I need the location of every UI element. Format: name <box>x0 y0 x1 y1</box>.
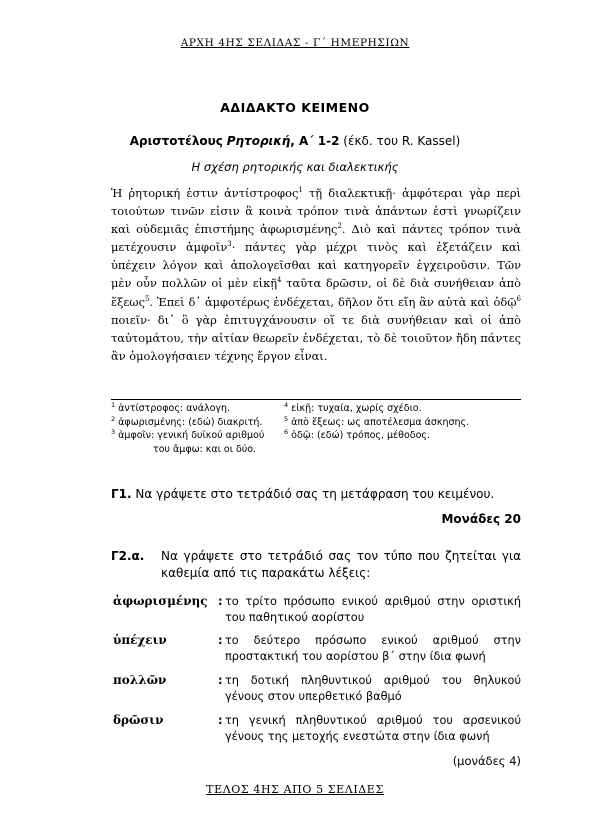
passage-segment: . Διὸ καὶ πάντες τρόπον τινὰ μετέχουσιν ἀμφοῖν <box>111 222 521 255</box>
text-subtitle: Η σχέση ρητορικής και διαλεκτικής <box>191 160 399 174</box>
footnote-ref: 1 <box>298 186 303 195</box>
word-colon: : <box>218 594 223 608</box>
passage-segment: τῇ διαλεκτικῇ· ἀμφότεραι γὰρ περὶ τοιούτων τινῶν εἰσιν ἃ κοινὰ τρόπον τινὰ ἁπάντων ἐστὶ γνωρίζειν καὶ οὐδεμιᾶς ἐπιστήμης ἀφωρισμένης <box>111 186 521 237</box>
footnote-ref: 6 <box>516 294 521 303</box>
word-colon: : <box>218 673 223 687</box>
source-work: Ρητορική <box>226 134 291 148</box>
footnote-ref: 4 <box>277 276 282 285</box>
source-author: Αριστοτέλους <box>129 134 223 148</box>
word-colon: : <box>218 713 223 727</box>
question-label: Γ2.α. <box>111 549 145 563</box>
footnote-divider <box>111 399 521 400</box>
footnote-1: $^1$ ἀντίστροφος: ανάλογη. <box>111 400 231 414</box>
footnotes-right <box>284 402 469 443</box>
passage-segment: ποιεῖν· δι᾽ ὃ γὰρ ἐπιτυγχάνουσιν οἵ τε διὰ συνήθειαν καὶ οἱ ἀπὸ ταὐτομάτου, τὴν αἰτίαν θεωρεῖν ἐνδέχεται, τὸ δὲ τοιοῦτον ἤδη πάντες ἂν ὁμολογήσαιεν τέχνης ἔργον εἶναι. <box>111 312 521 363</box>
footnote-ref: 5 <box>144 294 150 303</box>
footnote-ref: 3 <box>227 240 232 249</box>
footnote-ref: 2 <box>337 222 342 231</box>
word-description: το δεύτερο πρόσωπο ενικού αριθμού στην προστακτική του αορίστου β΄ στην ίδια φωνή <box>225 634 521 663</box>
footnote-3: $^3$ ἀμφοῖν: γενική δυϊκού αριθμού <box>111 428 265 442</box>
word-term: δρῶσιν <box>113 713 164 727</box>
passage-segment: . Ἐπεὶ δ᾽ ἀμφοτέρως ἐνδέχεται, δῆλον ὅτι εἴη ἂν αὐτὰ καὶ ὁδῷ <box>149 294 517 309</box>
passage-segment: ταῦτα δρῶσιν, οἱ δὲ διὰ συνήθειαν ἀπὸ ἕξεως <box>111 276 521 309</box>
word-description: τη γενική πληθυντικού αριθμού του αρσενικού γένους της μετοχής ενεστώτα στην ίδια φωνή <box>225 714 521 743</box>
footnote-2: $^2$ ἀφωρισμένης: (εδώ) διακριτή. <box>111 414 263 428</box>
word-description: τη δοτική πληθυντικού αριθμού του θηλυκού γένους στον υπερθετικό βαθμό <box>225 674 521 703</box>
question-g2a-points: (μονάδες 4) <box>452 754 521 768</box>
source-edition: (έκδ. του R. Kassel) <box>339 134 461 148</box>
question-label: Γ1. <box>111 487 132 501</box>
footnotes-left <box>111 402 264 456</box>
passage-segment: · πάντες γὰρ μέχρι τινὸς καὶ ἐξετάζειν καὶ ὑπέχειν λόγον καὶ ἀπολογεῖσθαι καὶ κατηγορεῖν ἐγχειροῦσιν. Τῶν μὲν οὖν πολλῶν οἱ μὲν εἰκῇ <box>111 240 522 291</box>
source-citation <box>0 134 590 148</box>
page-footer: ΤΕΛΟΣ 4ΗΣ ΑΠΟ 5 ΣΕΛΙΔΕΣ <box>206 783 384 796</box>
question-text: Να γράψετε στο τετράδιό σας τη μετάφραση του κειμένου. <box>131 487 495 501</box>
footnote-5: $^5$ ἀπὸ ἕξεως: ως αποτέλεσμα άσκησης. <box>284 414 470 428</box>
word-term: ὑπέχειν <box>113 633 167 647</box>
footnote-6: $^6$ ὁδῷ: (εδώ) τρόπος, μέθοδος. <box>284 428 431 442</box>
greek-passage <box>111 184 521 365</box>
question-g1 <box>111 487 521 501</box>
question-g2a <box>111 548 521 582</box>
word-colon: : <box>218 633 223 647</box>
word-description: το τρίτο πρόσωπο ενικού αριθμού στην οριστική του παθητικού αορίστου <box>225 595 521 624</box>
word-term: πολλῶν <box>113 673 167 687</box>
question-text: Να γράψετε στο τετράδιό σας τον τύπο που ζητείται για καθεμία από τις παρακάτω λέξεις: <box>161 549 521 580</box>
word-term: ἀφωρισμένης <box>113 594 208 608</box>
page-header: ΑΡΧΗ 4ΗΣ ΣΕΛΙΔΑΣ - Γ΄ ΗΜΕΡΗΣΙΩΝ <box>180 37 410 49</box>
passage-segment: Ἡ ῥητορική ἐστιν ἀντίστροφος <box>111 186 299 200</box>
footnote-4: $^4$ εἰκῇ: τυχαία, χωρίς σχέδιο. <box>284 400 422 414</box>
source-ref: , Α΄ 1-2 <box>290 134 340 148</box>
question-g1-points: Μονάδες 20 <box>441 512 521 526</box>
footnote-3-cont: του ἄμφω: και οι δύο. <box>153 443 257 455</box>
section-title: ΑΔΙΔΑΚΤΟ ΚΕΙΜΕΝΟ <box>220 100 370 115</box>
